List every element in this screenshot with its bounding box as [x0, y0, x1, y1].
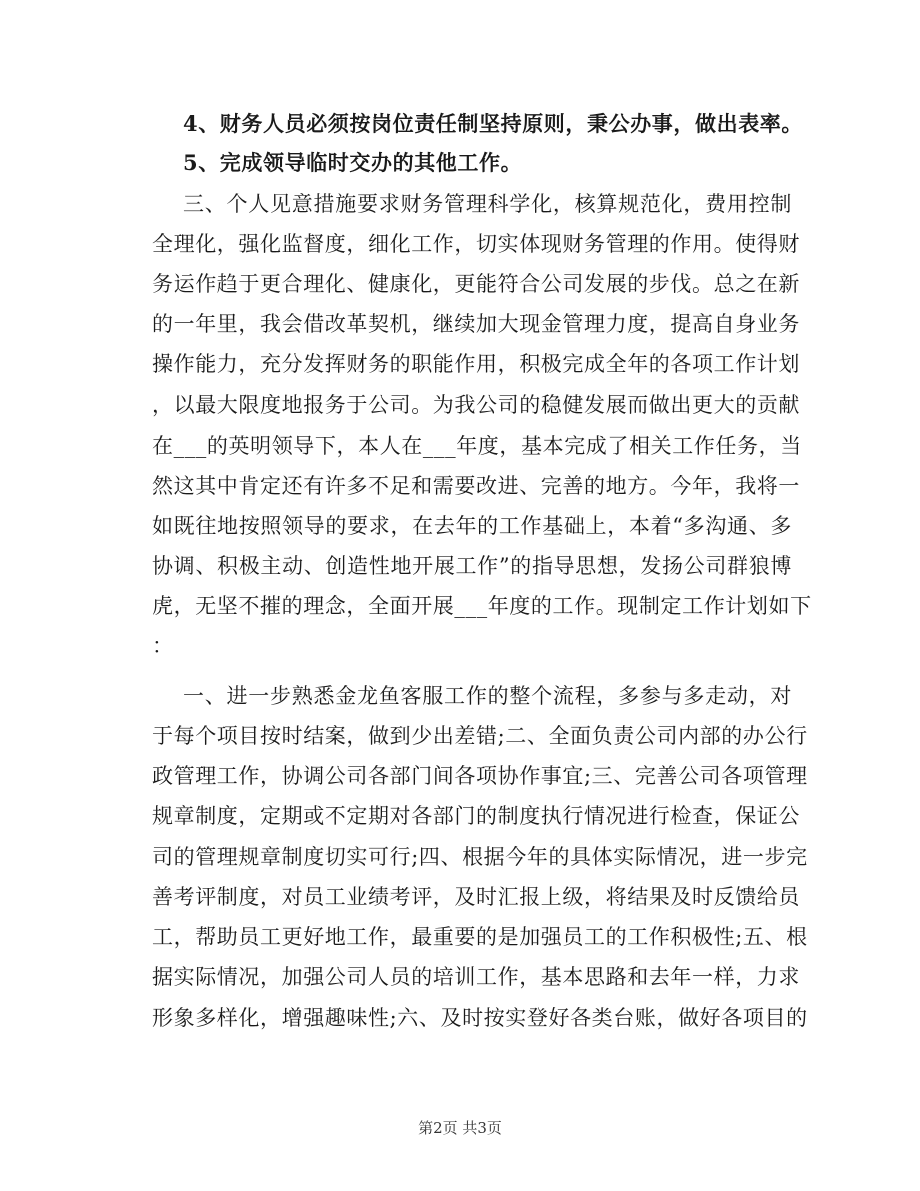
paragraph-line: ，以最大限度地报务于公司。为我公司的稳健发展而做出更大的贡献 [152, 393, 800, 417]
paragraph-line: 政管理工作，协调公司各部门间各项协作事宜;三、完善公司各项管理 [152, 764, 808, 788]
list-item-4: 4、财务人员必须按岗位责任制坚持原则，秉公办事，做出表率。 [183, 111, 804, 136]
paragraph-line: 形象多样化，增强趣味性;六、及时按实登好各类台账，做好各项目的 [152, 1006, 808, 1030]
paragraph-line: 的一年里，我会借改革契机，继续加大现金管理力度，提高自身业务 [152, 312, 800, 336]
paragraph-line: 一、进一步熟悉金龙鱼客服工作的整个流程，多参与多走动，对 [183, 684, 792, 708]
page-number: 第2页 共3页 [418, 1119, 502, 1137]
paragraph-line: 于每个项目按时结案，做到少出差错;二、全面负责公司内部的办公行 [152, 724, 808, 748]
paragraph-line: 务运作趋于更合理化、健康化，更能符合公司发展的步伐。总之在新 [152, 272, 800, 296]
paragraph-line: 全理化，强化监督度，细化工作，切实体现财务管理的作用。使得财 [152, 232, 800, 256]
paragraph-line: ： [152, 634, 174, 658]
paragraph-line: 然这其中肯定还有许多不足和需要改进、完善的地方。今年，我将一 [152, 474, 800, 498]
paragraph-line: 司的管理规章制度切实可行;四、根据今年的具体实际情况，进一步完 [152, 845, 808, 869]
paragraph-line: 善考评制度，对员工业绩考评，及时汇报上级，将结果及时反馈给员 [152, 885, 800, 909]
paragraph-line: 工，帮助员工更好地工作，最重要的是加强员工的工作积极性;五、根 [152, 925, 808, 949]
paragraph-line: 三、个人见意措施要求财务管理科学化，核算规范化，费用控制 [183, 192, 792, 216]
paragraph-line: 据实际情况，加强公司人员的培训工作，基本思路和去年一样，力求 [152, 965, 800, 989]
paragraph-line: 虎，无坚不摧的理念，全面开展___年度的工作。现制定工作计划如下 [152, 594, 812, 618]
paragraph-line: 如既往地按照领导的要求，在去年的工作基础上，本着“多沟通、多 [152, 514, 792, 538]
list-item-5: 5、完成领导临时交办的其他工作。 [183, 150, 523, 175]
paragraph-line: 规章制度，定期或不定期对各部门的制度执行情况进行检查，保证公 [152, 804, 800, 828]
paragraph-line: 操作能力，充分发挥财务的职能作用，积极完成全年的各项工作计划 [152, 352, 800, 376]
paragraph-line: 协调、积极主动、创造性地开展工作”的指导思想，发扬公司群狼博 [152, 554, 792, 578]
paragraph-line: 在___的英明领导下，本人在___年度，基本完成了相关工作任务，当 [152, 434, 802, 458]
